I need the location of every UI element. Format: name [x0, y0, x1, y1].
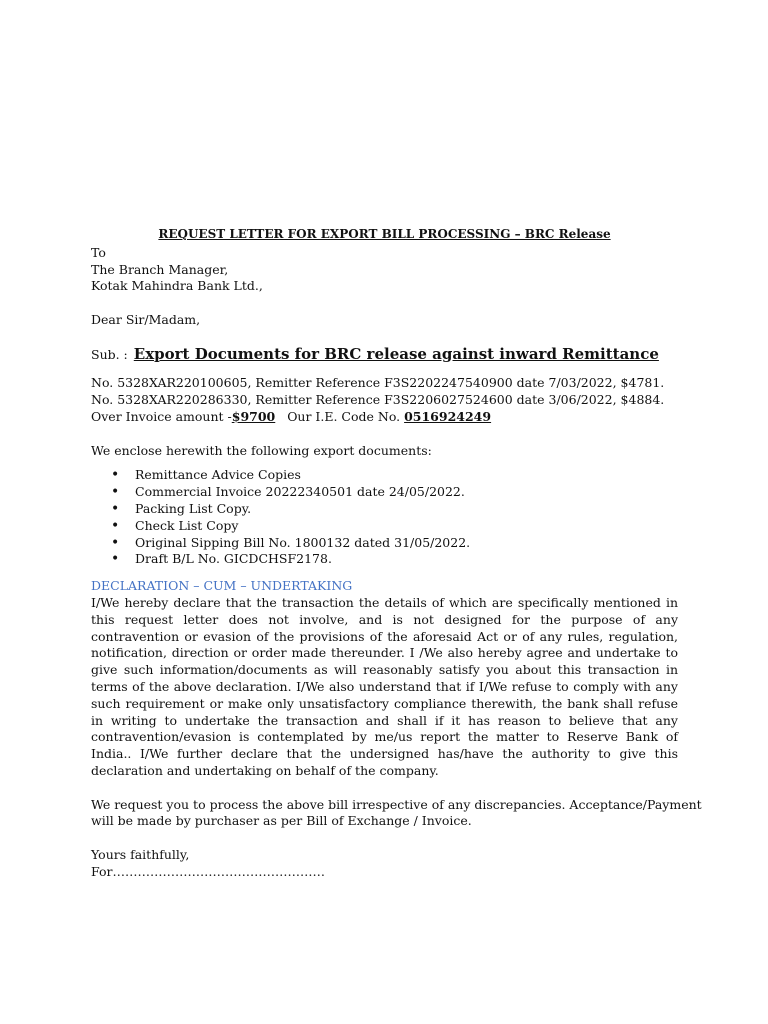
reference-line-1: No. 5328XAR220100605, Remitter Reference F3S2202247540900 date 7/03/2022, $4781.: [91, 375, 665, 391]
list-item: • Remittance Advice Copies: [111, 467, 301, 484]
bullet-icon: •: [111, 484, 120, 501]
bullet-icon: •: [111, 467, 120, 484]
list-item: • Commercial Invoice 20222340501 date 24/05/2022.: [111, 484, 465, 501]
request-line-1: We request you to process the above bill irrespective of any discrepancies. Acceptance/Payment: [91, 796, 702, 812]
invoice-amount: $9700: [231, 408, 276, 424]
subject-line: [91, 346, 678, 364]
documents-list: [91, 467, 678, 568]
ie-code: 0516924249: [404, 408, 492, 424]
invoice-prefix: Over Invoice amount -: [91, 408, 232, 424]
salutation: Dear Sir/Madam,: [91, 311, 201, 327]
references-block: [91, 375, 678, 425]
addressee-block: [91, 245, 678, 295]
letter-page: [91, 226, 702, 880]
bullet-icon: •: [111, 534, 120, 551]
enclose-text: We enclose herewith the following export documents:: [91, 442, 432, 458]
declaration-heading: DECLARATION – CUM – UNDERTAKING: [91, 578, 353, 594]
signature-line: For……………………………………………: [91, 863, 325, 879]
invoice-line: [91, 409, 678, 426]
list-item: • Draft B/L No. GICDCHSF2178.: [111, 551, 332, 568]
list-item: • Packing List Copy.: [111, 500, 252, 517]
bullet-icon: •: [111, 500, 120, 517]
addressee-to: To: [91, 244, 106, 260]
declaration-body: I/We hereby declare that the transaction the details of which are specifically mentioned in this request letter does not involve, and is not designed for the purpose of any contravention or evasion of the provisions of the aforesaid Act or of any rules, regulation, notification, direction or order made thereunder. I /We also hereby agree and undertake to give such information/documents as will reasonably satisfy you about this transaction in terms of the above declaration. I/We also understand that if I/We refuse to comply with any such requirement or make only unsatisfactory compliance therewith, the bank shall refuse in writing to undertake the transaction and shall if it has reason to believe that any contravention/evasion is contemplated by me/us report the matter to Reserve Bank of India.. I/We further declare that the undersigned has/have the authority to give this declaration and undertaking on behalf of the company.: [91, 594, 678, 778]
addressee-line-1: The Branch Manager,: [91, 261, 229, 277]
request-line-2: will be made by purchaser as per Bill of Exchange / Invoice.: [91, 813, 472, 829]
addressee-line-2: Kotak Mahindra Bank Ltd.,: [91, 278, 263, 294]
closing-line-1: Yours faithfully,: [91, 846, 190, 862]
letter-title: REQUEST LETTER FOR EXPORT BILL PROCESSING – BRC Release: [158, 227, 611, 241]
closing-block: [91, 847, 678, 881]
ie-code-prefix: Our I.E. Code No.: [287, 408, 401, 424]
bullet-icon: •: [111, 551, 120, 568]
list-item: • Original Sipping Bill No. 1800132 dated 31/05/2022.: [111, 534, 471, 551]
subject-label: Sub. :: [91, 346, 128, 362]
reference-line-2: No. 5328XAR220286330, Remitter Reference F3S2206027524600 date 3/06/2022, $4884.: [91, 392, 665, 408]
bullet-icon: •: [111, 517, 120, 534]
request-paragraph: [91, 796, 702, 831]
list-item: • Check List Copy: [111, 517, 239, 534]
subject-text: Export Documents for BRC release against inward Remittance: [133, 344, 659, 363]
